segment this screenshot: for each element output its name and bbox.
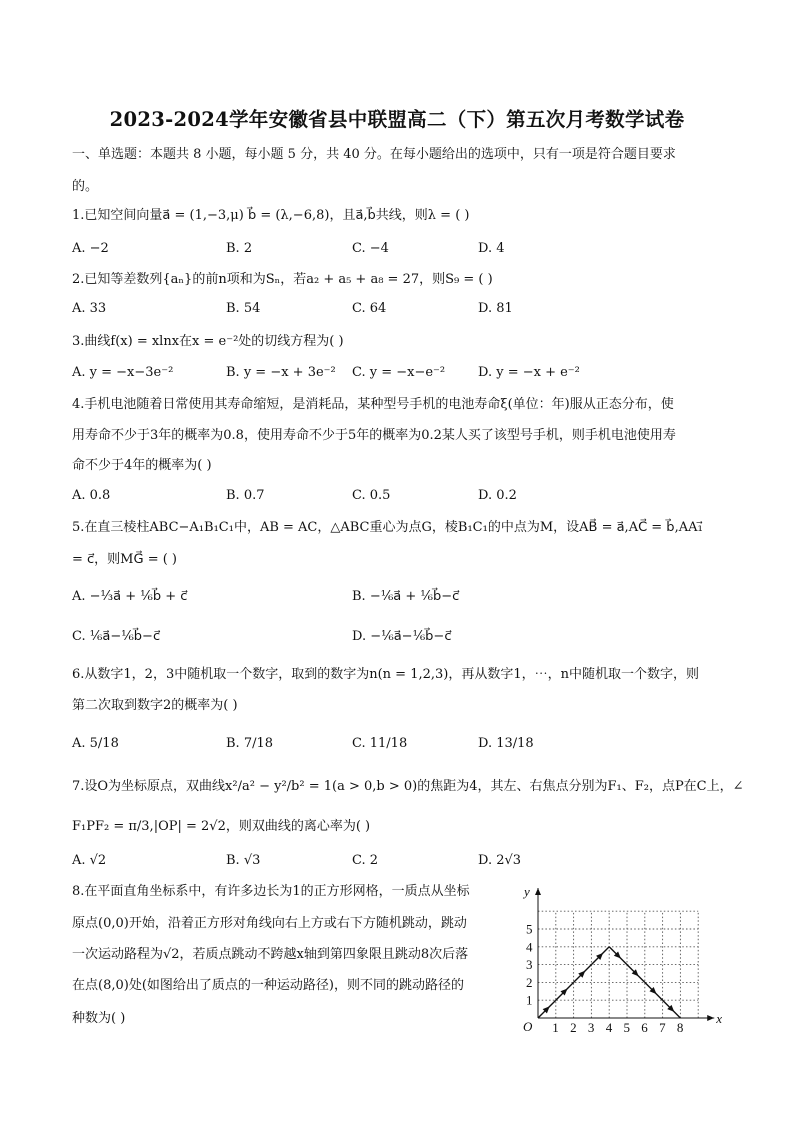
question-6-option-d[interactable]: D. 13/18 [478, 736, 534, 751]
question-8-stem-line-5: 种数为( ) [72, 1011, 126, 1026]
y-axis-label: y [524, 884, 530, 900]
x-tick-label: 1 [552, 1020, 559, 1035]
question-6-stem-line-1: 6.从数字1，2，3中随机取一个数字，取到的数字为n(n = 1,2,3)，再从数字1，⋯，n中随机取一个数字，则 [72, 667, 699, 682]
question-3-option-a[interactable]: A. y = −x−3e⁻² [72, 365, 174, 380]
question-8-stem-line-4: 在点(8,0)处(如图给出了质点的一种运动路径)，则不同的跳动路径的 [72, 978, 464, 993]
question-5-option-a[interactable]: A. −⅓a⃗ + ⅙b⃗ + c⃗ [72, 589, 188, 604]
question-5-stem-line-1: 5.在直三棱柱ABC−A₁B₁C₁中，AB = AC，△ABC重心为点G，棱B₁C₁的中点为M，设AB⃗ = a⃗,AC⃗ = b⃗,AA₁⃗ [72, 520, 703, 535]
question-7-option-d[interactable]: D. 2√3 [478, 853, 522, 868]
y-tick-label: 1 [526, 992, 533, 1008]
question-5-stem-line-2: = c⃗，则MG⃗ = ( ) [72, 552, 177, 567]
x-tick-label: 4 [605, 1020, 613, 1035]
question-6-option-c[interactable]: C. 11/18 [352, 736, 408, 751]
y-tick-label: 2 [526, 974, 533, 990]
question-4-stem-line-3: 命不少于4年的概率为( ) [72, 458, 212, 473]
question-2-stem: 2.已知等差数列{aₙ}的前n项和为Sₙ，若a₂ + a₅ + a₈ = 27，则S₉ = ( ) [72, 272, 493, 287]
question-6-stem-line-2: 第二次取到数字2的概率为( ) [72, 698, 238, 713]
x-tick-label: 6 [641, 1020, 648, 1035]
question-5-option-b[interactable]: B. −⅙a⃗ + ⅙b⃗−c⃗ [352, 589, 460, 604]
question-3-option-c[interactable]: C. y = −x−e⁻² [352, 365, 446, 380]
question-5-option-d[interactable]: D. −⅙a⃗−⅙b⃗−c⃗ [352, 629, 452, 644]
question-3-option-b[interactable]: B. y = −x + 3e⁻² [226, 365, 336, 380]
section-heading-line-2: 的。 [72, 179, 99, 194]
x-tick-label: 5 [623, 1020, 630, 1035]
y-axis-arrow [535, 888, 541, 895]
question-5-option-c[interactable]: C. ⅙a⃗−⅙b⃗−c⃗ [72, 629, 161, 644]
question-1-option-d[interactable]: D. 4 [478, 241, 505, 256]
question-4-option-c[interactable]: C. 0.5 [352, 488, 391, 503]
question-2-option-c[interactable]: C. 64 [352, 301, 387, 316]
question-2-option-a[interactable]: A. 33 [72, 301, 107, 316]
question-4-option-a[interactable]: A. 0.8 [72, 488, 111, 503]
question-1-stem: 1.已知空间向量a⃗ = (1,−3,μ) b⃗ = (λ,−6,8)，且a⃗,b⃗共线，则λ = ( ) [72, 208, 470, 223]
question-6-option-b[interactable]: B. 7/18 [226, 736, 274, 751]
page-title: 2023-2024学年安徽省县中联盟高二（下）第五次月考数学试卷 [109, 108, 685, 131]
y-tick-label: 5 [526, 921, 533, 937]
question-3-stem: 3.曲线f(x) = xlnx在x = e⁻²处的切线方程为( ) [72, 334, 344, 349]
question-4-stem-line-2: 用寿命不少于3年的概率为0.8，使用寿命不少于5年的概率为0.2某人买了该型号手机，则手机电池使用寿 [72, 428, 676, 443]
question-8-figure [500, 878, 725, 1038]
question-6-option-a[interactable]: A. 5/18 [72, 736, 119, 751]
question-1-option-b[interactable]: B. 2 [226, 241, 253, 256]
path-grid-diagram [500, 878, 725, 1038]
x-axis-label: x [716, 1011, 723, 1026]
question-4-option-d[interactable]: D. 0.2 [478, 488, 517, 503]
x-tick-label: 8 [676, 1020, 684, 1035]
origin-label: O [523, 1019, 533, 1034]
question-1-option-c[interactable]: C. −4 [352, 241, 389, 256]
question-4-option-b[interactable]: B. 0.7 [226, 488, 265, 503]
question-3-option-d[interactable]: D. y = −x + e⁻² [478, 365, 580, 380]
question-7-stem-line-2: F₁PF₂ = π/3,|OP| = 2√2，则双曲线的离心率为( ) [72, 819, 371, 834]
section-heading-line-1: 一、单选题：本题共 8 小题，每小题 5 分，共 40 分。在每小题给出的选项中，只有一项是符合题目要求 [72, 147, 676, 162]
y-tick-label: 4 [526, 939, 533, 955]
x-axis-arrow [707, 1015, 714, 1021]
x-tick-label: 2 [570, 1020, 577, 1035]
question-8-stem-line-2: 原点(0,0)开始，沿着正方形对角线向右上方或右下方随机跳动，跳动 [72, 916, 467, 931]
y-tick-label: 3 [526, 957, 533, 973]
question-7-option-c[interactable]: C. 2 [352, 853, 379, 868]
question-2-option-d[interactable]: D. 81 [478, 301, 513, 316]
x-tick-label: 7 [659, 1020, 666, 1035]
question-7-option-b[interactable]: B. √3 [226, 853, 261, 868]
question-1-option-a[interactable]: A. −2 [72, 241, 109, 256]
question-8-stem-line-1: 8.在平面直角坐标系中，有许多边长为1的正方形网格，一质点从坐标 [72, 884, 470, 899]
question-4-stem-line-1: 4.手机电池随着日常使用其寿命缩短，是消耗品，某种型号手机的电池寿命ξ(单位：年)服从正态分布，使 [72, 397, 674, 412]
question-7-stem-line-1: 7.设O为坐标原点，双曲线x²/a² − y²/b² = 1(a > 0,b > 0)的焦距为4，其左、右焦点分别为F₁、F₂，点P在C上，∠ [72, 779, 744, 794]
x-tick-label: 3 [587, 1020, 595, 1035]
question-8-stem-line-3: 一次运动路程为√2，若质点跳动不跨越x轴到第四象限且跳动8次后落 [72, 947, 469, 962]
question-2-option-b[interactable]: B. 54 [226, 301, 261, 316]
question-7-option-a[interactable]: A. √2 [72, 853, 107, 868]
